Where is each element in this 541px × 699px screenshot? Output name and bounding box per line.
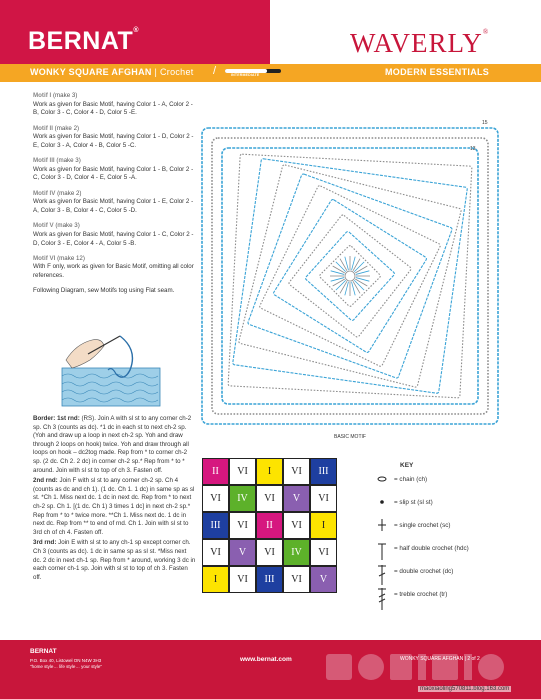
footer-website-link[interactable]: www.bernat.com bbox=[240, 656, 292, 663]
bernat-logo: BERNAT® bbox=[28, 27, 139, 55]
double-crochet-icon bbox=[376, 565, 388, 587]
page-footer bbox=[0, 640, 541, 699]
border-round-1 bbox=[33, 415, 196, 475]
grid-cell-motif: III bbox=[202, 512, 229, 539]
grid-cell-motif: II bbox=[256, 512, 283, 539]
motif-text: Work as given for Basic Motif, having Color 1 - A, Color 2 - B, Color 3 - C, Color 4 - D, Color 5 -E. bbox=[33, 100, 193, 117]
motif-text: With F only, work as given for Basic Motif, omitting all color references. bbox=[33, 263, 194, 280]
treble-crochet-icon bbox=[376, 588, 388, 610]
motif-count: (make 3) bbox=[56, 157, 81, 165]
grid-cell-motif: I bbox=[202, 566, 229, 593]
pattern-name: WONKY SQUARE AFGHAN bbox=[30, 67, 152, 77]
half-double-crochet-icon bbox=[376, 542, 388, 564]
key-item bbox=[372, 519, 512, 542]
motif-block bbox=[33, 157, 196, 183]
round-1-text: (RS). Join A with sl st to any corner ch-2 sp. Ch 3 (counts as dc). *1 dc in each st to next ch-2 sp. (Yoh and draw up a loop in next ch-2 sp. Yoh and draw through 2 loops on hook) twice. Yoh and draw through all loops on hook – dc2tog made. Rep from * to corner ch-2 sp. (2 dc. Ch 2. 2 dc) in corner ch-2 sp.* Rep from * to * around. Join with sl st to top of ch 3. Fasten off. bbox=[33, 415, 192, 474]
motif-block bbox=[33, 190, 196, 216]
key-title: KEY bbox=[400, 462, 414, 469]
grid-cell-motif: IV bbox=[283, 539, 310, 566]
motif-title bbox=[33, 190, 196, 199]
slip-stitch-icon bbox=[376, 496, 388, 518]
footer-tagline: "home style… life style… your style" bbox=[30, 664, 102, 669]
diagram-round-frame bbox=[202, 128, 498, 424]
motif-name: Motif V bbox=[33, 222, 54, 230]
motif-text: Work as given for Basic Motif, having Color 1 - E, Color 2 - A, Color 3 - B, Color 4 - C, Color 5 -D. bbox=[33, 198, 194, 214]
grid-cell-motif: VI bbox=[202, 539, 229, 566]
waverly-brand-panel bbox=[270, 0, 541, 64]
key-label: = double crochet (dc) bbox=[394, 568, 454, 575]
key-label: = treble crochet (tr) bbox=[394, 591, 448, 598]
footer-page-reference: WONKY SQUARE AFGHAN | 2 of 2 bbox=[400, 656, 480, 662]
motif-count: (make 2) bbox=[54, 124, 80, 132]
motif-instructions bbox=[33, 92, 196, 296]
motif-title bbox=[33, 92, 196, 101]
pattern-info-bar bbox=[0, 64, 541, 82]
round-1-label: Border: 1st rnd: bbox=[33, 415, 80, 422]
motif-count: (make 2) bbox=[57, 189, 82, 197]
motif-text: Work as given for Basic Motif, having Color 1 - C, Color 2 - D, Color 3 - E, Color 4 - A, Color 5 -B. bbox=[33, 230, 194, 247]
grid-cell-motif: I bbox=[256, 458, 283, 485]
diagram-round-frame bbox=[222, 148, 478, 404]
motif-text: Work as given for Basic Motif, having Color 1 - D, Color 2 - E, Color 3 - A, Color 4 - B, Color 5 -C. bbox=[33, 133, 194, 149]
motif-count: (make 3) bbox=[55, 222, 80, 230]
pattern-type: Crochet bbox=[159, 67, 194, 77]
pattern-title bbox=[30, 67, 194, 77]
bernat-brand-panel bbox=[0, 0, 270, 64]
grid-cell-motif: VI bbox=[310, 539, 337, 566]
motif-title bbox=[33, 255, 196, 264]
grid-cell-motif: III bbox=[256, 566, 283, 593]
diagram-spokes bbox=[330, 256, 370, 296]
key-label: = slip st (sl st) bbox=[394, 499, 433, 506]
skill-slash-icon: / bbox=[213, 65, 217, 77]
motif-name: Motif VI bbox=[33, 254, 56, 262]
grid-cell-motif: VI bbox=[283, 512, 310, 539]
diagram-round-frame bbox=[319, 245, 381, 307]
motif-block bbox=[33, 222, 196, 248]
round-2-label: 2nd rnd: bbox=[33, 477, 58, 485]
key-label: = single crochet (sc) bbox=[394, 522, 451, 529]
skill-level-label: INTERMEDIATE bbox=[231, 73, 260, 77]
diagram-round-frame bbox=[273, 199, 427, 353]
flat-seam-illustration bbox=[58, 330, 164, 408]
watermark-logo-icon bbox=[318, 646, 528, 690]
assembly-instructions: Following Diagram, sew Motifs tog using Flat seam. bbox=[33, 287, 175, 295]
motif-block bbox=[33, 125, 196, 151]
motif-name: Motif I bbox=[33, 92, 52, 99]
grid-cell-motif: IV bbox=[229, 485, 256, 512]
grid-cell-motif: VI bbox=[310, 485, 337, 512]
motif-text: Work as given for Basic Motif, having Color 1 - B, Color 2 - C, Color 3 - D, Color 4 - E, Color 5 -A. bbox=[33, 165, 194, 182]
diagram-round-frame bbox=[238, 164, 461, 387]
grid-cell-motif: II bbox=[202, 458, 229, 485]
motif-title bbox=[33, 157, 196, 166]
diagram-round-frame bbox=[212, 138, 488, 414]
motif-name: Motif III bbox=[33, 157, 55, 165]
motif-block bbox=[33, 92, 196, 118]
watermark-text: maoxiaoling570811.blog.163.com bbox=[420, 686, 510, 692]
motif-name: Motif II bbox=[33, 124, 53, 132]
motif-count: (make 12) bbox=[57, 254, 85, 262]
grid-cell-motif: V bbox=[229, 539, 256, 566]
motif-title bbox=[33, 125, 196, 134]
round-3-label: 3rd rnd: bbox=[33, 539, 57, 547]
grid-cell-motif: VI bbox=[283, 566, 310, 593]
grid-cell-motif: VI bbox=[256, 539, 283, 566]
chain-icon bbox=[376, 473, 388, 495]
key-label: = chain (ch) bbox=[394, 476, 428, 483]
stitch-key bbox=[372, 462, 512, 611]
motif-count: (make 3) bbox=[52, 92, 78, 99]
knit-fabric-icon bbox=[62, 368, 160, 406]
key-item bbox=[372, 588, 512, 611]
grid-cell-motif: V bbox=[310, 566, 337, 593]
key-item bbox=[372, 496, 512, 519]
diagram-round-frame bbox=[259, 185, 441, 367]
collection-name: MODERN ESSENTIALS bbox=[385, 67, 490, 77]
motif-name: Motif IV bbox=[33, 189, 56, 197]
motif-title bbox=[33, 222, 196, 231]
border-instructions bbox=[33, 415, 196, 584]
footer-address bbox=[30, 658, 102, 670]
grid-cell-motif: III bbox=[310, 458, 337, 485]
round-3-text: Join E with sl st to any ch-1 sp except corner ch. Ch 3 (counts as dc). 1 dc in same sp as sl st. *Miss next dc. 2 dc in next ch-1 sp. Rep from * around, working 3 dc in each corner ch-1 sp. Join with sl st to top of ch 3. Fasten off. bbox=[33, 539, 196, 581]
grid-cell-motif: VI bbox=[229, 512, 256, 539]
border-round-2 bbox=[33, 477, 196, 537]
grid-cell-motif: I bbox=[310, 512, 337, 539]
skill-level-indicator bbox=[213, 67, 283, 79]
round-number-13: 13 bbox=[470, 146, 476, 152]
border-round-3 bbox=[33, 539, 196, 582]
waverly-logo: WAVERLY® bbox=[350, 28, 490, 58]
round-number-15: 15 bbox=[482, 120, 488, 126]
grid-cell-motif: VI bbox=[202, 485, 229, 512]
afghan-layout-grid bbox=[202, 458, 337, 593]
diagram-round-frame bbox=[233, 159, 468, 394]
diagram-round-frame bbox=[247, 173, 452, 378]
single-crochet-icon bbox=[376, 519, 388, 541]
key-list bbox=[372, 473, 512, 611]
key-item bbox=[372, 542, 512, 565]
title-separator: | bbox=[154, 67, 160, 77]
grid-cell-motif: VI bbox=[283, 458, 310, 485]
diagram-center-ring bbox=[345, 271, 355, 281]
basic-motif-diagram bbox=[194, 114, 500, 432]
page-header bbox=[0, 0, 541, 64]
grid-cell-motif: V bbox=[283, 485, 310, 512]
grid-cell-motif: VI bbox=[256, 485, 283, 512]
footer-brand: BERNAT bbox=[30, 648, 57, 655]
diagram-caption: BASIC MOTIF bbox=[334, 434, 366, 440]
key-label: = half double crochet (hdc) bbox=[394, 545, 469, 552]
motif-block bbox=[33, 255, 196, 281]
diagram-frames bbox=[202, 128, 498, 424]
grid-cell-motif: VI bbox=[229, 458, 256, 485]
round-2-text: Join F with sl st to any corner ch-2 sp. Ch 4 (counts as dc and ch 1). (1 dc. Ch 1. 1 dc) in same sp as sl st. *Ch 1. Miss next dc. 1 dc in next dc. Rep from * to next ch-2 sp. Ch 1. [(1 dc. Ch 1) 3 times 1 dc] in next ch-2 sp.* Rep from * to * twice more. **Ch 1. Miss next dc. 1 dc in next dc. Rep from ** to end of rnd. Ch 1. Join with sl st to 3rd ch of ch 4. Fasten off. bbox=[33, 477, 195, 536]
key-item bbox=[372, 473, 512, 496]
key-item bbox=[372, 565, 512, 588]
grid-cell-motif: VI bbox=[229, 566, 256, 593]
footer-address-line: P.O. Box 40, Listowel ON N4W 3H3 bbox=[30, 658, 102, 663]
